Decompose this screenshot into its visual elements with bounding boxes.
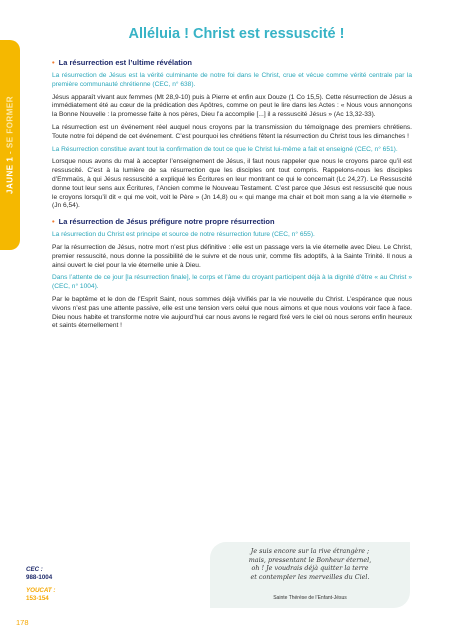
body-paragraph: Jésus apparaît vivant aux femmes (Mt 28,9-10) puis à Pierre et enfin aux Douze (1 Co 15,5). Cette résurrection de Jésus a immédiatement été au cœur de la prédication des Apôtres, comme on peut le lire dans les Actes : « Nous vous annonçons la Bonne Nouvelle : la promesse faite à nos pères, Dieu l’a accomplie [...] il a ressuscité Jésus » (Ac 13,32-33). [52, 93, 412, 119]
section-heading-1 [52, 58, 412, 67]
catechism-quote: La Résurrection constitue avant tout la confirmation de tout ce que le Christ lui-même a fait et enseigné (CEC, n° 651). [52, 145, 398, 153]
youcat-value: 153-154 [26, 595, 49, 602]
cec-label: CEC : [26, 566, 43, 573]
body-paragraph: Lorsque nous avons du mal à accepter l’enseignement de Jésus, il faut nous rappeler que nous le croyons parce qu’il est ressuscité. C’est à la lumière de sa résurrection que les disciples ont tout compris. Rappelons-nous les disciples d’Emmaüs, à qui Jésus ressuscité a expliqué les Écritures en leur montrant ce qui le concernait (Lc 24,27). Le Ressuscité donne tout leur sens aux Écritures, l’Ancien comme le Nouveau Testament. C’est parce que Jésus est ressuscité que nous le croyons lorsqu’il dit « qui me voit, voit le Père » (Jn 14,8) ou « qui mange ma chair et boit mon sang a la vie éternelle » (Jn 6,54). [52, 158, 412, 210]
body-paragraph: Par la résurrection de Jésus, notre mort n’est plus définitive : elle est un passage vers la vie éternelle avec Dieu. Le Christ, premier ressuscité, nous donne la possibilité de le suivre et de nous unir, comme fils adoptifs, à la Sainte Trinité. Il nous a ainsi ouvert le ciel pour la vie éternelle unie à Dieu. [52, 243, 412, 269]
poem-author: Sainte Thérèse de l’Enfant-Jésus [273, 595, 347, 601]
main-content [52, 56, 412, 335]
side-label-sub: SE FORMER [5, 96, 15, 149]
body-paragraph: La résurrection est un événement réel auquel nous croyons par la transmission du témoignage des premiers chrétiens. Toute notre foi dépend de cet événement. C’est pourquoi les chrétiens fêtent la résurrection du Christ tous les dimanches ! [52, 123, 412, 140]
poem-line: et contempler les merveilles du Ciel. [250, 572, 370, 581]
section-side-label [6, 96, 15, 194]
catechism-quote: Dans l’attente de ce jour [la résurrection finale], le corps et l’âme du croyant participent déjà à la dignité d’être « au Christ » (CEC, n° 1004). [52, 274, 412, 291]
youcat-label: YOUCAT : [26, 587, 56, 594]
page-number: 178 [16, 618, 29, 627]
side-label-main: JAUNE 1 [5, 156, 15, 194]
references [26, 566, 55, 603]
bullet-icon: • [52, 58, 55, 67]
poem-line: oh ! Je voudrais déjà quitter la terre [251, 564, 369, 573]
poem-text [210, 547, 410, 581]
body-paragraph: Par le baptême et le don de l’Esprit Saint, nous sommes déjà vivifiés par la vie nouvelle du Christ. L’espérance que nous vivons n’est pas une attente passive, elle est une tension vers celui que nous aimons et que nous voulons voir face à face. Dieu nous habite et transforme notre vie aujourd’hui car nous avons le regard fixé vers le ciel où nous serons enfin heureux et saints éternellement ! [52, 295, 412, 330]
section-heading-2 [52, 217, 412, 226]
poem-line: Je suis encore sur la rive étrangère ; [250, 547, 370, 555]
poem-line: mais, pressentant le Bonheur éternel, [248, 555, 372, 564]
side-label-separator: - [5, 148, 15, 157]
cec-value: 988-1004 [26, 574, 53, 581]
section-heading-2-text: La résurrection de Jésus préfigure notre propre résurrection [58, 217, 275, 227]
catechism-quote: La résurrection de Jésus est la vérité culminante de notre foi dans le Christ, crue et vécue comme vérité centrale par la première communauté chrétienne (CEC, n° 638). [52, 72, 412, 88]
page-title: Alléluia ! Christ est ressuscité ! [128, 26, 345, 42]
catechism-quote: La résurrection du Christ est principe et source de notre résurrection future (CEC, n° 655). [52, 231, 315, 239]
section-heading-1-text: La résurrection est l’ultime révélation [58, 58, 193, 67]
bullet-icon: • [52, 217, 55, 227]
poem-box [210, 542, 410, 608]
